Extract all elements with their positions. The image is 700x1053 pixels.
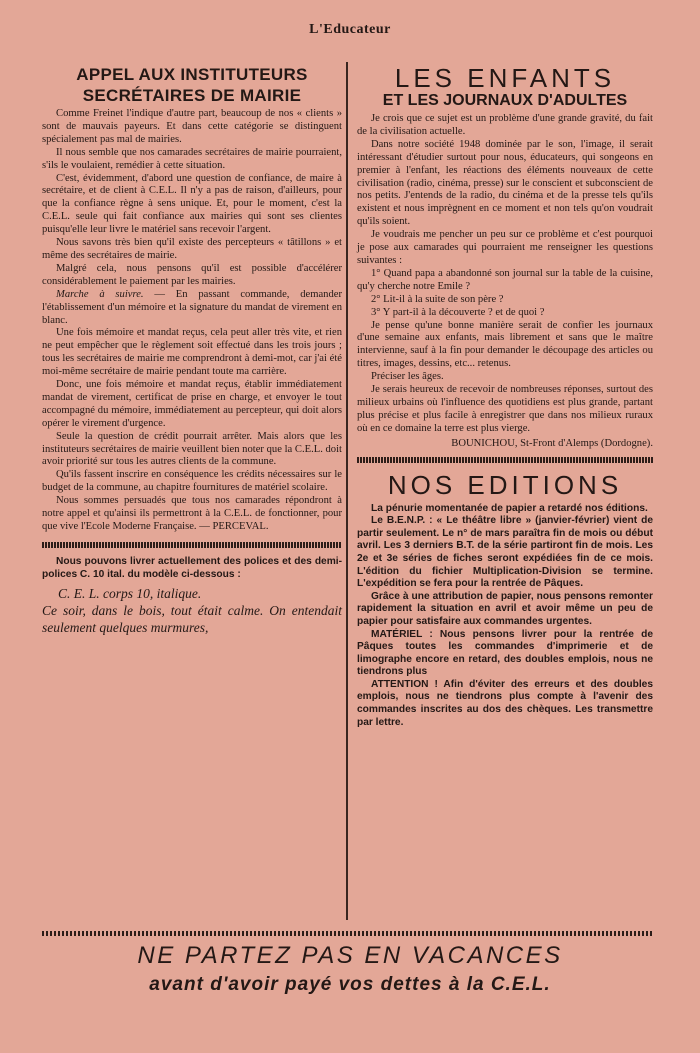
paragraph: Je pense qu'une bonne manière serait de confier les journaux d'une semaine aux enfants, mais librement et sans que le maître intervienne, sauf à la fin pour demander le découpage des articles ou titres, images, dessins, etc... retenus. (357, 319, 653, 370)
paragraph: Préciser les âges. (371, 371, 444, 383)
paragraph: Il nous semble que nos camarades secrétaires de mairie pourraient, s'ils le voulaient, remédier à cette situation. (42, 146, 342, 171)
paragraph: Qu'ils fassent inscrire en conséquence les crédits nécessaires sur le budget de la commune, au chapitre fournitures de matériel scolaire. (42, 469, 342, 494)
paragraph: Une fois mémoire et mandat reçus, cela peut aller très vite, et rien ne peut empêcher que le règlement soit effectué dans les trois jours ; tous les secrétaires de mairie me comprendront à demi-mot, car j'ai été moi-même secrétaire de mairie pendant toute ma carrière. (42, 327, 342, 378)
marche-text: — En passant commande, demander l'établissement d'un mémoire et la signature du mandat de virement en blanc. (42, 288, 342, 326)
paragraph: Malgré cela, nous pensons qu'il est possible d'accélérer considérablement le paiement par les mairies. (42, 262, 342, 287)
paragraph-marche (42, 289, 342, 328)
paragraph: Dans notre société 1948 dominée par le son, l'image, il serait intéressant d'étudier surtout pour nous, éducateurs, qui songeons en premier à l'enfant, les réactions des éléments nouveaux de cette civilisation (radio, cinéma, presse) sur le conscient et subconscient de nos petits. J'entends de la radio, du cinéma et de la presse tels qu'ils existent et nous imprègnent en ce moment et non tels qu'on voudrait qu'ils soient. (357, 138, 653, 228)
paragraph: Seule la question de crédit pourrait arrêter. Mais alors que les instituteurs secrétaires de mairie veuillent bien noter que la C.E.L. doit avoir priorité sur tous les autres clients de la commune. (42, 430, 342, 468)
paragraph: La pénurie momentanée de papier a retardé nos éditions. (371, 502, 648, 514)
paragraph: Je voudrais me pencher un peu sur ce problème et c'est pourquoi je pose aux camarades qui pourraient me renseigner les questions suivantes : (357, 229, 653, 266)
question-item: 3° Y part-il à la découverte ? et de quoi ? (371, 306, 545, 318)
paragraph: Donc, une fois mémoire et mandat reçus, établir immédiatement mandat de virement, certificat de prise en charge, et envoyer le tout accompagné du mémoire, immédiatement au percepteur, qui doit alors opérer le virement d'urgence. (42, 379, 342, 429)
editions-body (357, 503, 653, 730)
signature-perceval: — PERCEVAL. (199, 521, 269, 532)
marche-lead: Marche à suivre. (56, 288, 144, 300)
police-notice (42, 556, 342, 581)
paragraph: MATÉRIEL : Nous pensons livrer pour la rentrée de Pâques toutes les commandes d'imprimerie et de limographe encore en retard, des doubles emplois, nous ne tiendrons plus (357, 628, 653, 678)
last-paragraph-text: Nous sommes persuadés que tous nos camarades répondront à notre appel et qu'ainsi ils permettront à la C.E.L. de fonctionner, pour que vive l'Ecole Moderne Française. (42, 495, 342, 532)
paragraph: Grâce à une attribution de papier, nous pensons remonter rapidement la situation en avril et avoir même un peu de papier pour satisfaire aux commandes urgentes. (357, 590, 653, 627)
footer-rule (42, 931, 654, 936)
police-notice-text: Nous pouvons livrer actuellement des polices et des demi-polices C. 10 ital. du modèle ci-dessous : (42, 555, 342, 580)
paragraph: Je crois que ce sujet est un problème d'une grande gravité, du fait de la civilisation actuelle. (357, 113, 653, 137)
signature-bounichou: BOUNICHOU, St-Front d'Alemps (Dordogne). (451, 437, 653, 449)
separator-rule (42, 542, 342, 548)
editions-title: NOS EDITIONS (387, 469, 623, 500)
column-divider (346, 62, 348, 920)
paragraph-last (42, 495, 342, 534)
paragraph: Je serais heureux de recevoir de nombreuses réponses, surtout des milieux urbains où l'influence des quotidiens est plus grande, partant plus précise et plus facile à enregistrer que dans nos milieux ruraux où en ce domaine la terre est plus vierge. (357, 384, 653, 434)
title-line-1: APPEL AUX INSTITUTEURS (76, 65, 308, 84)
paragraph: Le B.E.N.P. : « Le théâtre libre » (janvier-février) vient de partir seulement. Le n° de mars paraîtra fin de mois ou début avril. Les 3 derniers B.T. de la série partiront fin de mois. Les 2e et 3e séries de fiches seront expédiées fin de ce mois. L'édition du fichier Multiplication-Division se termine. L'expédition se fera pour la rentrée de Pâques. (357, 515, 653, 590)
type-specimen (42, 585, 342, 636)
footer-subline: avant d'avoir payé vos dettes à la C.E.L. (149, 974, 551, 995)
running-head: L'Educateur (309, 22, 391, 37)
article-title-appel (42, 64, 342, 106)
footer-headline: NE PARTEZ PAS EN VACANCES (137, 942, 563, 969)
separator-rule (357, 457, 653, 463)
specimen-heading: C. E. L. corps 10, italique. (58, 586, 202, 602)
title-line-2: SECRÉTAIRES DE MAIRIE (82, 86, 302, 105)
paragraph: Comme Freinet l'indique d'autre part, beaucoup de nos « clients » sont de mauvais payeurs. Et dans cette catégorie se distinguent spécialement pas mal de mairies. (42, 108, 342, 145)
article-title-enfants: LES ENFANTS (394, 63, 616, 93)
paragraph: Nous savons très bien qu'il existe des percepteurs « tâtillons » et même des secrétaires de mairie. (42, 237, 342, 261)
question-item: 1° Quand papa a abandonné son journal sur la table de la cuisine, qu'y cherche notre Emile ? (357, 267, 653, 292)
right-column (357, 64, 653, 729)
specimen-text: Ce soir, dans le bois, tout était calme. On entendait seulement quelques murmures, (42, 603, 342, 636)
left-column (42, 64, 342, 636)
paragraph: C'est, évidemment, d'abord une question de confiance, de maire à secrétaire, et de client à C.E.L. Il n'y a pas de raison, d'ailleurs, pour que la confiance règne à sens unique. Et, pour le moment, c'est la C.E.L. seule qui fait confiance aux mairies qui sont ses clientes puisqu'elle leur livre le matériel sans recevoir l'argent. (42, 172, 342, 236)
paragraph: ATTENTION ! Afin d'éviter des erreurs et des doubles emplois, nous ne tiendrons plus compte à l'avenir des commandes inscrites au dos des chèques. Les transmettre par lettre. (357, 678, 653, 728)
question-item: 2° Lit-il à la suite de son père ? (371, 293, 504, 305)
article-subtitle: ET LES JOURNAUX D'ADULTES (382, 92, 628, 109)
